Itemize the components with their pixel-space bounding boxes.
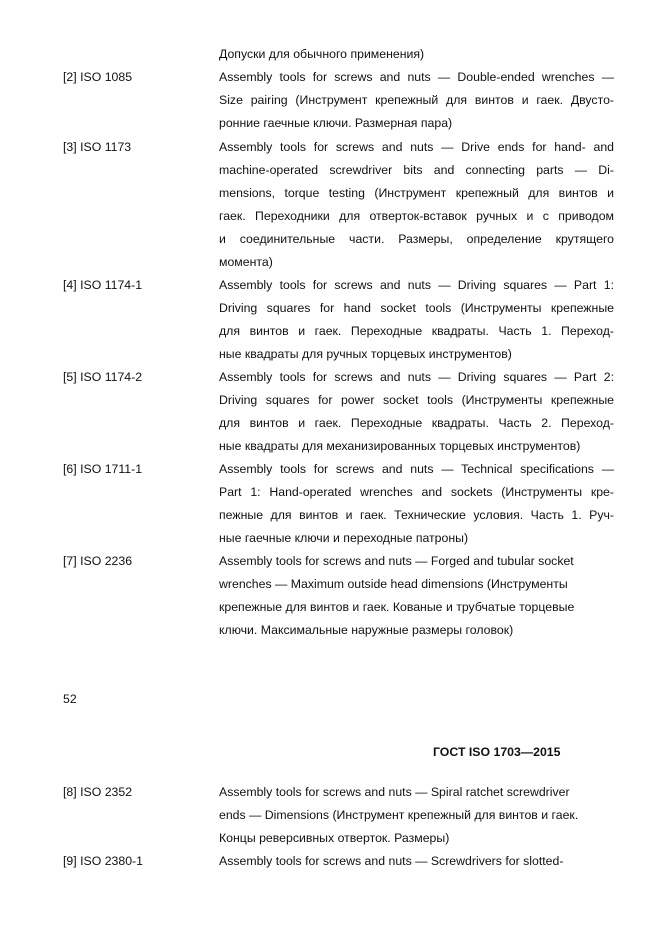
reference-line: Assembly tools for screws and nuts — Driving squares — Part 1: xyxy=(219,278,614,292)
reference-id: [3] ISO 1173 xyxy=(63,140,132,154)
reference-id: [8] ISO 2352 xyxy=(63,785,133,799)
reference-line: Size pairing (Инструмент крепежный для винтов и гаек. Двусто- xyxy=(219,93,614,107)
reference-line: Part 1: Hand-operated wrenches and sockets (Инструменты кре- xyxy=(219,485,614,499)
page-number: 52 xyxy=(63,692,77,706)
reference-line: wrenches — Maximum outside head dimensions (Инструменты xyxy=(219,577,568,591)
reference-line: Assembly tools for screws and nuts — Double-ended wrenches — xyxy=(219,70,614,84)
reference-line: и соединительные части. Размеры, определение крутящего xyxy=(219,232,614,246)
reference-line: ные гаечные ключи и переходные патроны) xyxy=(219,531,469,545)
reference-line: Assembly tools for screws and nuts — Technical specifications — xyxy=(219,462,614,476)
reference-line: пежные для винтов и гаек. Технические условия. Часть 1. Руч- xyxy=(219,508,614,522)
reference-line: Assembly tools for screws and nuts — Spiral ratchet screwdriver xyxy=(219,785,570,799)
reference-line: Assembly tools for screws and nuts — Drive ends for hand- and xyxy=(219,140,614,154)
reference-line: Assembly tools for screws and nuts — Driving squares — Part 2: xyxy=(219,370,614,384)
continuation-line: Допуски для обычного применения) xyxy=(219,47,425,61)
reference-line: момента) xyxy=(219,255,273,269)
reference-id: [6] ISO 1711-1 xyxy=(63,462,143,476)
reference-line: mensions, torque testing (Инструмент крепежный для винтов и xyxy=(219,186,614,200)
reference-line: крепежные для винтов и гаек. Кованые и трубчатые торцевые xyxy=(219,600,575,614)
reference-line: Driving squares for hand socket tools (Инструменты крепежные xyxy=(219,301,614,315)
reference-line: для винтов и гаек. Переходные квадраты. Часть 1. Переход- xyxy=(219,324,614,338)
reference-line: ные квадраты для ручных торцевых инструментов) xyxy=(219,347,512,361)
reference-line: Assembly tools for screws and nuts — Screwdrivers for slotted- xyxy=(219,854,564,868)
reference-line: ные квадраты для механизированных торцевых инструментов) xyxy=(219,439,581,453)
page-header: ГОСТ ISO 1703—2015 xyxy=(433,745,561,759)
reference-id: [9] ISO 2380-1 xyxy=(63,854,143,868)
reference-line: Концы реверсивных отверток. Размеры) xyxy=(219,831,450,845)
reference-line: Assembly tools for screws and nuts — Forged and tubular socket xyxy=(219,554,574,568)
reference-id: [5] ISO 1174-2 xyxy=(63,370,143,384)
reference-line: Driving squares for power socket tools (Инструменты крепежные xyxy=(219,393,614,407)
reference-line: гаек. Переходники для отверток-вставок ручных и с приводом xyxy=(219,209,614,223)
reference-line: ключи. Максимальные наружные размеры головок) xyxy=(219,623,514,637)
reference-id: [2] ISO 1085 xyxy=(63,70,133,84)
reference-id: [4] ISO 1174-1 xyxy=(63,278,143,292)
reference-id: [7] ISO 2236 xyxy=(63,554,133,568)
reference-line: machine-operated screwdriver bits and connecting parts — Di- xyxy=(219,163,614,177)
reference-line: ends — Dimensions (Инструмент крепежный для винтов и гаек. xyxy=(219,808,579,822)
reference-line: ронние гаечные ключи. Размерная пара) xyxy=(219,116,453,130)
reference-line: для винтов и гаек. Переходные квадраты. Часть 2. Переход- xyxy=(219,416,614,430)
